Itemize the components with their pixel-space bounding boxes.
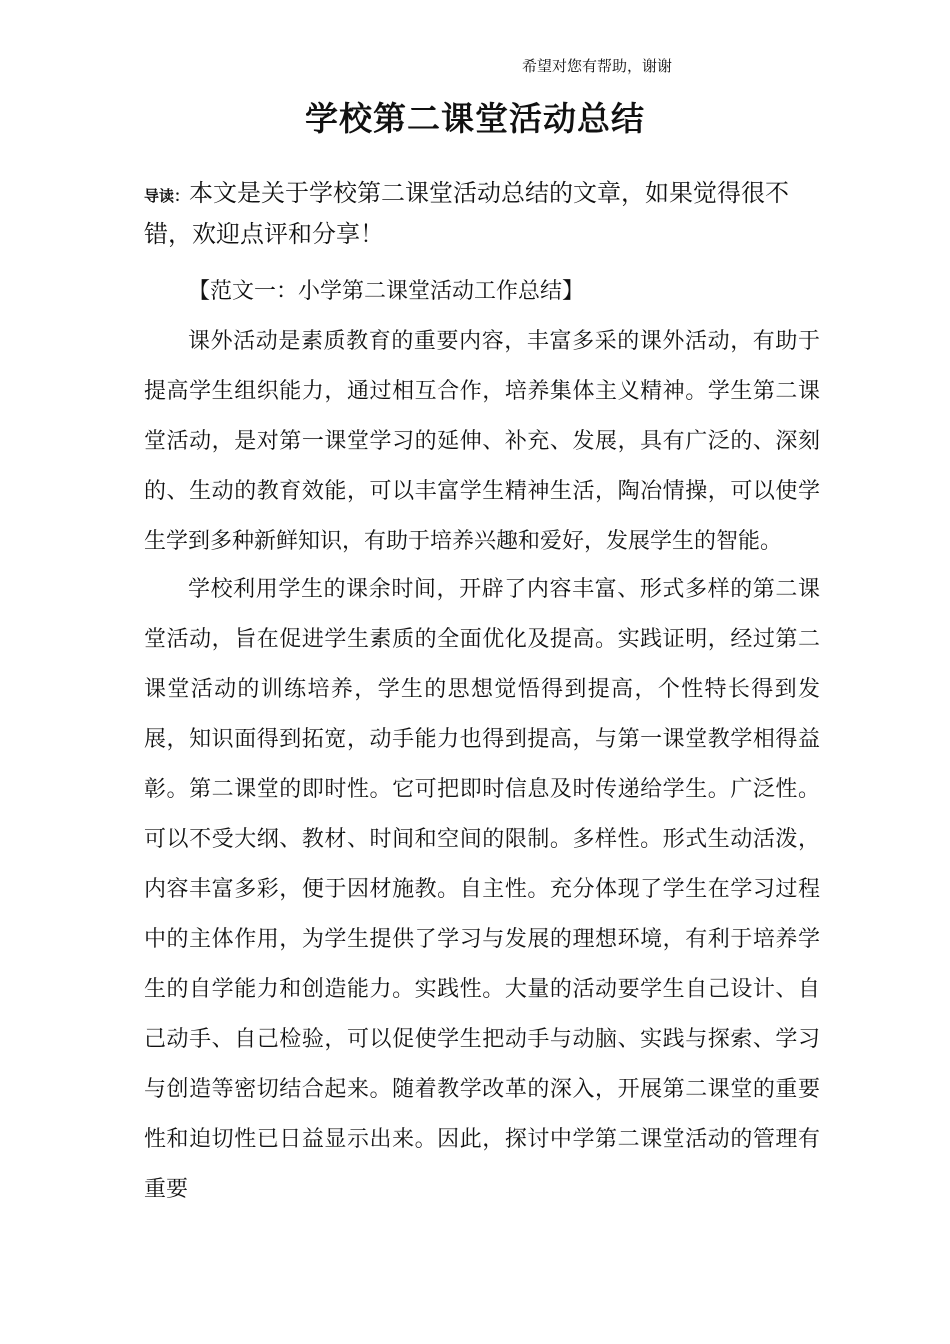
section-heading: 【范文一：小学第二课堂活动工作总结】 <box>188 279 585 304</box>
body-paragraph: 课外活动是素质教育的重要内容，丰富多采的课外活动，有助于提高学生组织能力，通过相互合作，培养集体主义精神。学生第二课堂活动，是对第一课堂学习的延伸、补充、发展，具有广泛的、深刻的、生动的教育效能，可以丰富学生精神生活，陶冶情操，可以使学生学到多种新鲜知识，有助于培养兴趣和爱好，发展学生的智能。 <box>144 329 820 554</box>
header-note: 希望对您有帮助，谢谢 <box>522 57 673 75</box>
intro-paragraph <box>144 174 824 253</box>
document-title: 学校第二课堂活动总结 <box>305 99 645 138</box>
body-paragraph: 学校利用学生的课余时间，开辟了内容丰富、形式多样的第二课堂活动，旨在促进学生素质的全面优化及提高。实践证明，经过第二课堂活动的训练培养，学生的思想觉悟得到提高，个性特长得到发展，知识面得到拓宽，动手能力也得到提高，与第一课堂教学相得益彰。第二课堂的即时性。它可把即时信息及时传递给学生。广泛性。可以不受大纲、教材、时间和空间的限制。多样性。形式生动活泼，内容丰富多彩，便于因材施教。自主性。充分体现了学生在学习过程中的主体作用，为学生提供了学习与发展的理想环境，有利于培养学生的自学能力和创造能力。实践性。大量的活动要学生自己设计、自己动手、自己检验，可以促使学生把动手与动脑、实践与探索、学习与创造等密切结合起来。随着教学改革的深入，开展第二课堂的重要性和迫切性已日益显示出来。因此，探讨中学第二课堂活动的管理有重要 <box>144 577 820 1202</box>
intro-label: 导读： <box>144 187 190 205</box>
intro-text: 本文是关于学校第二课堂活动总结的文章，如果觉得很不错，欢迎点评和分享！ <box>144 179 790 248</box>
